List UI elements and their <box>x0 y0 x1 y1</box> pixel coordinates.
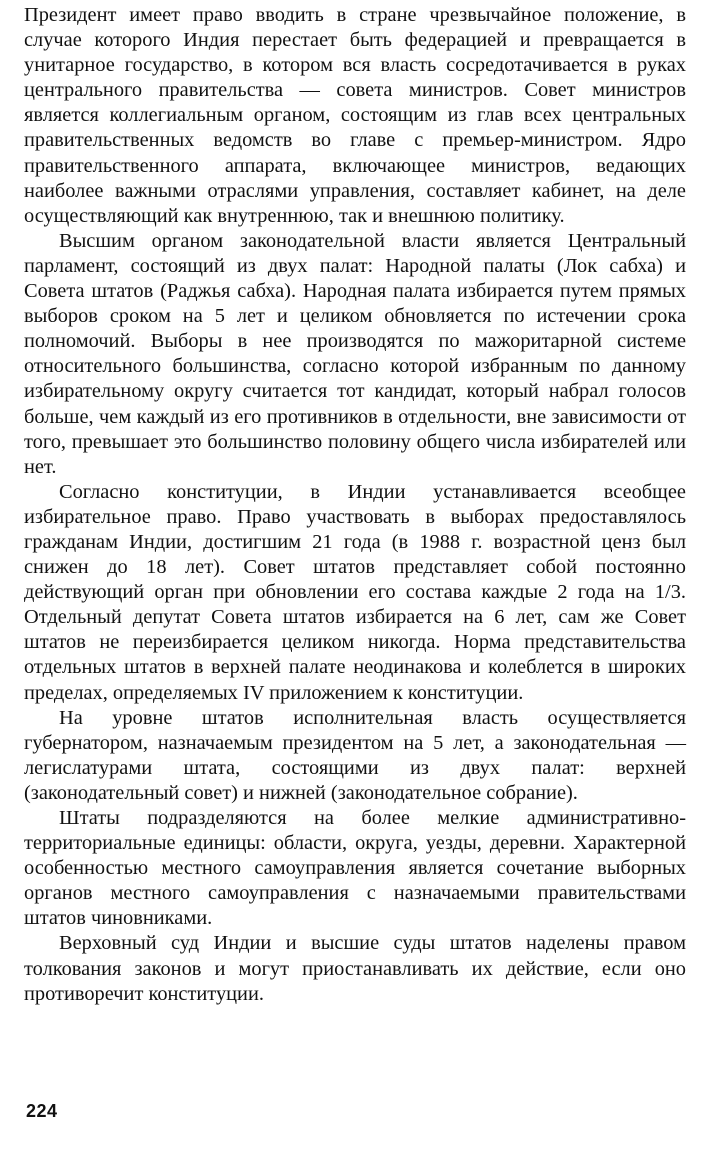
document-page <box>24 3 686 1162</box>
paragraph-parliament: Высшим органом законодательной власти является Центральный парламент, состоящий из двух палат: Народной палаты (Лок сабха) и Совета штатов (Раджья сабха). Народная палата избирается путем прямых выборов сроком на 5 лет и целиком обновляется по истечении срока полномочий. Выборы в нее производятся по мажоритарной системе относительного большинства, согласно которой избранным по данному избирательному округу считается тот кандидат, который набрал голосов больше, чем каждый из его противников в отдельности, вне зависимости от того, превышает это большинство половину общего числа избирателей или нет. <box>24 229 686 478</box>
page-number: 224 <box>26 1101 58 1121</box>
paragraph-supreme-court: Верховный суд Индии и высшие суды штатов наделены правом толкования законов и могут приостанавливать их действие, если оно противоречит конституции. <box>24 932 686 1005</box>
paragraph-suffrage: Согласно конституции, в Индии устанавливается всеобщее избирательное право. Право участвовать в выборах предоставлялось гражданам Индии, достигшим 21 года (в 1988 г. возрастной ценз был снижен до 18 лет). Совет штатов представляет собой постоянно действующий орган при обновлении его состава каждые 2 года на 1/3. Отдельный депутат Совета штатов избирается на 6 лет, сам же Совет штатов не переизбирается целиком никогда. Норма представительства отдельных штатов в верхней палате неодинакова и колеблется в широких пределах, определяемых IV приложением к конституции. <box>24 480 686 704</box>
paragraph-local-government: Штаты подразделяются на более мелкие административно-территориальные единицы: области, округа, уезды, деревни. Характерной особенностью местного самоуправления является сочетание выборных органов местного самоуправления с назначаемыми правительствами штатов чиновниками. <box>24 807 686 930</box>
body-text <box>24 3 686 1007</box>
paragraph-state-governors: На уровне штатов исполнительная власть осуществляется губернатором, назначаемым президентом на 5 лет, а законодательная — легислатурами штата, состоящими из двух палат: верхней (законодательный совет) и нижней (законодательное собрание). <box>24 706 686 804</box>
paragraph-emergency-powers: Президент имеет право вводить в стране чрезвычайное положение, в случае которого Индия перестает быть федерацией и превращается в унитарное государство, в котором вся власть сосредотачивается в руках центрального правительства — совета министров. Совет министров является коллегиальным органом, состоящим из глав всех центральных правительственных ведомств во главе с премьер-министром. Ядро правительственного аппарата, включающее министров, ведающих наиболее важными отраслями управления, составляет кабинет, на деле осуществляющий как внутреннюю, так и внешнюю политику. <box>24 4 686 227</box>
